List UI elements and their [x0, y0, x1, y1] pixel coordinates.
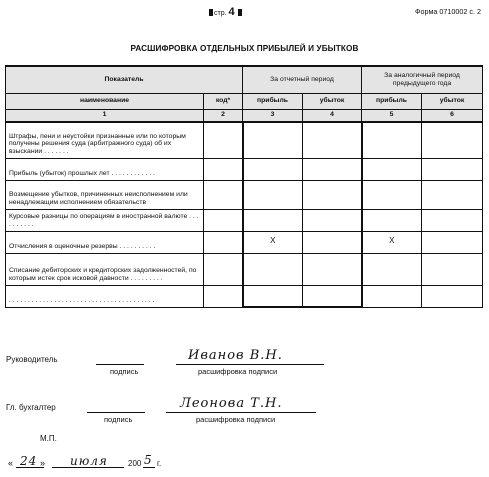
table-row: [6, 285, 483, 307]
current-profit-cell[interactable]: [243, 158, 303, 180]
current-profit-cell[interactable]: [243, 209, 303, 231]
accountant-decode-line[interactable]: [166, 412, 316, 413]
current-profit-cell[interactable]: [243, 285, 303, 307]
accountant-name-handwritten: Леонова Т.Н.: [180, 396, 283, 411]
previous-loss-cell[interactable]: [422, 253, 483, 285]
row-name: Возмещение убытков, причиненных неисполнением или ненадлежащим исполнением обязательств: [6, 180, 204, 209]
previous-loss-cell[interactable]: [422, 209, 483, 231]
accountant-signature-line[interactable]: [87, 412, 145, 413]
page-prefix: стр.: [214, 10, 227, 17]
header-profit: прибыль: [362, 93, 422, 109]
col-number: 2: [204, 109, 243, 122]
accountant-label: Гл. бухгалтер: [6, 403, 56, 412]
header-profit: прибыль: [243, 93, 303, 109]
code-cell[interactable]: [204, 209, 243, 231]
row-name: Курсовые разницы по операциям в иностранной валюте . . . . . . . . . .: [6, 209, 204, 231]
decode-caption: расшифровка подписи: [198, 367, 278, 376]
col-number: 1: [6, 109, 204, 122]
row-name: . . . . . . . . . . . . . . . . . . . . . . . . . . . . . . . . . . . . . . .: [6, 285, 204, 307]
director-label: Руководитель: [6, 355, 58, 364]
code-cell[interactable]: [204, 158, 243, 180]
col-number: 4: [303, 109, 362, 122]
code-cell[interactable]: [204, 285, 243, 307]
current-profit-cell[interactable]: [243, 122, 303, 158]
sign-caption: подпись: [104, 415, 133, 424]
current-loss-cell[interactable]: [303, 209, 362, 231]
stamp-label: М.П.: [40, 434, 57, 443]
table-row: [6, 253, 483, 285]
table-row: [6, 180, 483, 209]
page-number: [208, 6, 243, 18]
previous-loss-cell[interactable]: [422, 122, 483, 158]
date-day: 24: [20, 454, 38, 468]
previous-profit-cell[interactable]: [362, 122, 422, 158]
previous-profit-cell[interactable]: [362, 180, 422, 209]
col-number: 6: [422, 109, 483, 122]
col-number: 3: [243, 109, 303, 122]
previous-profit-cell[interactable]: [362, 253, 422, 285]
date-day-line[interactable]: [16, 467, 44, 468]
code-cell[interactable]: [204, 180, 243, 209]
current-profit-cell[interactable]: [243, 253, 303, 285]
current-loss-cell[interactable]: [303, 180, 362, 209]
table-row: [6, 209, 483, 231]
date-month: июля: [70, 454, 108, 468]
previous-profit-cell[interactable]: [362, 209, 422, 231]
current-loss-cell[interactable]: [303, 253, 362, 285]
header-loss: убыток: [422, 93, 483, 109]
page-number-value: 4: [228, 6, 235, 18]
code-cell[interactable]: [204, 253, 243, 285]
header-current-period: За отчетный период: [243, 66, 362, 93]
header-code: код*: [204, 93, 243, 109]
date-open-quote: «: [8, 458, 14, 468]
header-name: наименование: [6, 93, 204, 109]
code-cell[interactable]: [204, 231, 243, 253]
current-profit-cell[interactable]: [243, 180, 303, 209]
current-loss-cell[interactable]: [303, 122, 362, 158]
table-row: [6, 231, 483, 253]
row-name: Отчисления в оценочные резервы . . . . . . . . . .: [6, 231, 204, 253]
current-loss-cell[interactable]: [303, 158, 362, 180]
current-loss-cell[interactable]: [303, 285, 362, 307]
previous-profit-cell[interactable]: [362, 285, 422, 307]
date-year-prefix: 200: [128, 459, 142, 468]
marker-icon: [209, 9, 213, 16]
previous-loss-cell[interactable]: [422, 285, 483, 307]
previous-loss-cell[interactable]: [422, 180, 483, 209]
decode-caption: расшифровка подписи: [196, 415, 276, 424]
row-name: Прибыль (убыток) прошлых лет . . . . . . . . . . . .: [6, 158, 204, 180]
date-month-line[interactable]: [52, 467, 124, 468]
sign-caption: подпись: [110, 367, 139, 376]
date-close-quote: »: [40, 458, 46, 468]
form-label: Форма 0710002 с. 2: [415, 7, 481, 16]
code-cell[interactable]: [204, 122, 243, 158]
header-loss: убыток: [303, 93, 362, 109]
col-number: 5: [362, 109, 422, 122]
header-indicator: Показатель: [6, 66, 243, 93]
director-signature-line[interactable]: [96, 364, 144, 365]
table-row: [6, 122, 483, 158]
director-decode-line[interactable]: [176, 364, 324, 365]
current-profit-cell[interactable]: X: [243, 231, 303, 253]
date-year-suffix: 5: [144, 453, 153, 467]
current-loss-cell[interactable]: [303, 231, 362, 253]
row-name: Списание дебиторских и кредиторских задолженностей, по которым истек срок исковой давности . . . . . . . . .: [6, 253, 204, 285]
row-name: Штрафы, пени и неустойки признанные или по которым получены решения суда (арбитражного суда) об их взыскании . . . . . . .: [6, 122, 204, 158]
date-year-line[interactable]: [143, 467, 155, 468]
document-title: РАСШИФРОВКА ОТДЕЛЬНЫХ ПРИБЫЛЕЙ И УБЫТКОВ: [130, 44, 359, 53]
previous-loss-cell[interactable]: [422, 158, 483, 180]
table-row: [6, 158, 483, 180]
header-previous-period: За аналогичный период предыдущего года: [362, 66, 483, 93]
profit-loss-table: [5, 65, 483, 308]
director-name-handwritten: Иванов В.Н.: [188, 348, 283, 363]
previous-loss-cell[interactable]: [422, 231, 483, 253]
previous-profit-cell[interactable]: X: [362, 231, 422, 253]
previous-profit-cell[interactable]: [362, 158, 422, 180]
date-year-end: г.: [157, 459, 162, 468]
marker-icon: [238, 9, 242, 16]
